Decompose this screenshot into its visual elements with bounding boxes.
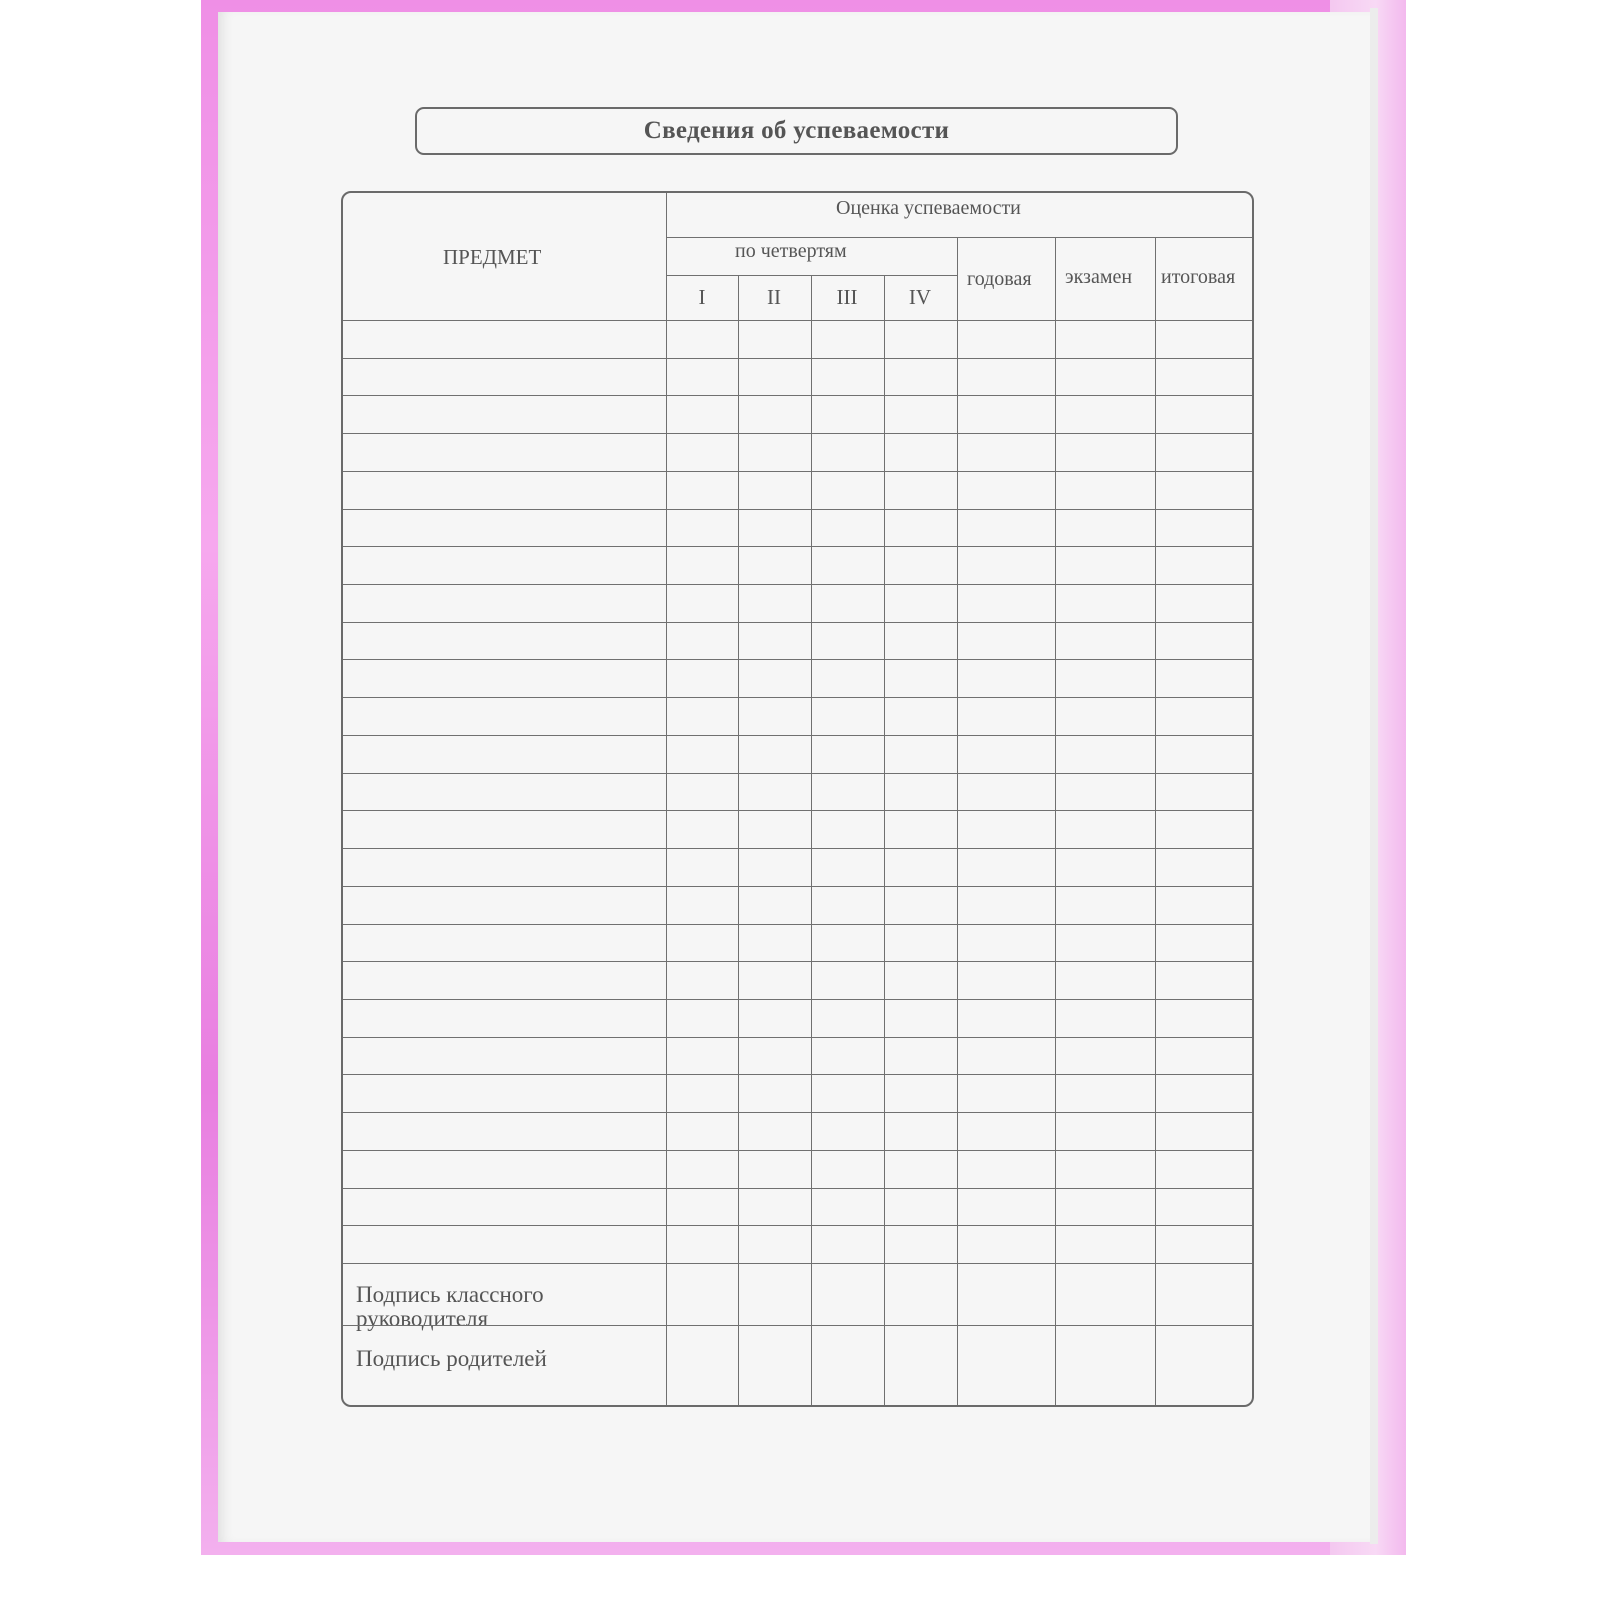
column-divider-q2: [811, 275, 812, 1407]
header-subject: ПРЕДМЕТ: [443, 245, 542, 269]
table-row-line: [343, 886, 1254, 887]
table-row-line: [343, 471, 1254, 472]
header-by-quarters: по четвертям: [735, 240, 847, 262]
title-frame: [415, 107, 1178, 155]
header-annual: годовая: [967, 268, 1032, 290]
column-divider-q1: [738, 275, 739, 1407]
header-final: итоговая: [1161, 266, 1236, 288]
table-row-line: [343, 584, 1254, 585]
page-title: Сведения об успеваемости: [643, 117, 950, 144]
column-divider-q4: [957, 237, 958, 1407]
column-divider-annual: [1055, 237, 1056, 1407]
table-row-line: [343, 1112, 1254, 1113]
table-row-line: [343, 1150, 1254, 1151]
teacher-signature-label-line1: Подпись классного: [356, 1282, 544, 1307]
table-row-line: [343, 659, 1254, 660]
table-row-line: [343, 735, 1254, 736]
signature-row-divider: [343, 1325, 1254, 1326]
table-row-line: [343, 810, 1254, 811]
header-divider-assessment: [666, 237, 1254, 238]
header-exam: экзамен: [1065, 266, 1133, 288]
header-quarter-1: I: [698, 285, 706, 309]
table-row-line: [343, 622, 1254, 623]
table-row-line: [343, 1074, 1254, 1075]
header-bottom-line: [343, 320, 1254, 321]
column-divider-exam: [1155, 237, 1156, 1407]
parents-signature-label: Подпись родителей: [356, 1346, 547, 1371]
header-assessment: Оценка успеваемости: [836, 197, 1021, 219]
table-row-line: [343, 509, 1254, 510]
table-row-line: [343, 999, 1254, 1000]
table-row-line: [343, 1263, 1254, 1264]
table-row-line: [343, 1188, 1254, 1189]
table-row-line: [343, 395, 1254, 396]
table-row-line: [343, 358, 1254, 359]
table-row-line: [343, 961, 1254, 962]
table-row-line: [343, 773, 1254, 774]
header-quarter-4: IV: [908, 285, 932, 309]
grades-table: [341, 191, 1254, 1407]
table-row-line: [343, 1225, 1254, 1226]
table-row-line: [343, 924, 1254, 925]
table-row-line: [343, 848, 1254, 849]
page-edge: [1370, 8, 1378, 1544]
header-quarter-2: II: [767, 285, 781, 309]
table-row-line: [343, 433, 1254, 434]
header-quarter-3: III: [836, 285, 858, 309]
table-row-line: [343, 1037, 1254, 1038]
table-row-line: [343, 546, 1254, 547]
table-row-line: [343, 697, 1254, 698]
teacher-signature-label-line2: руководителя: [356, 1306, 489, 1331]
column-divider-q3: [884, 275, 885, 1407]
